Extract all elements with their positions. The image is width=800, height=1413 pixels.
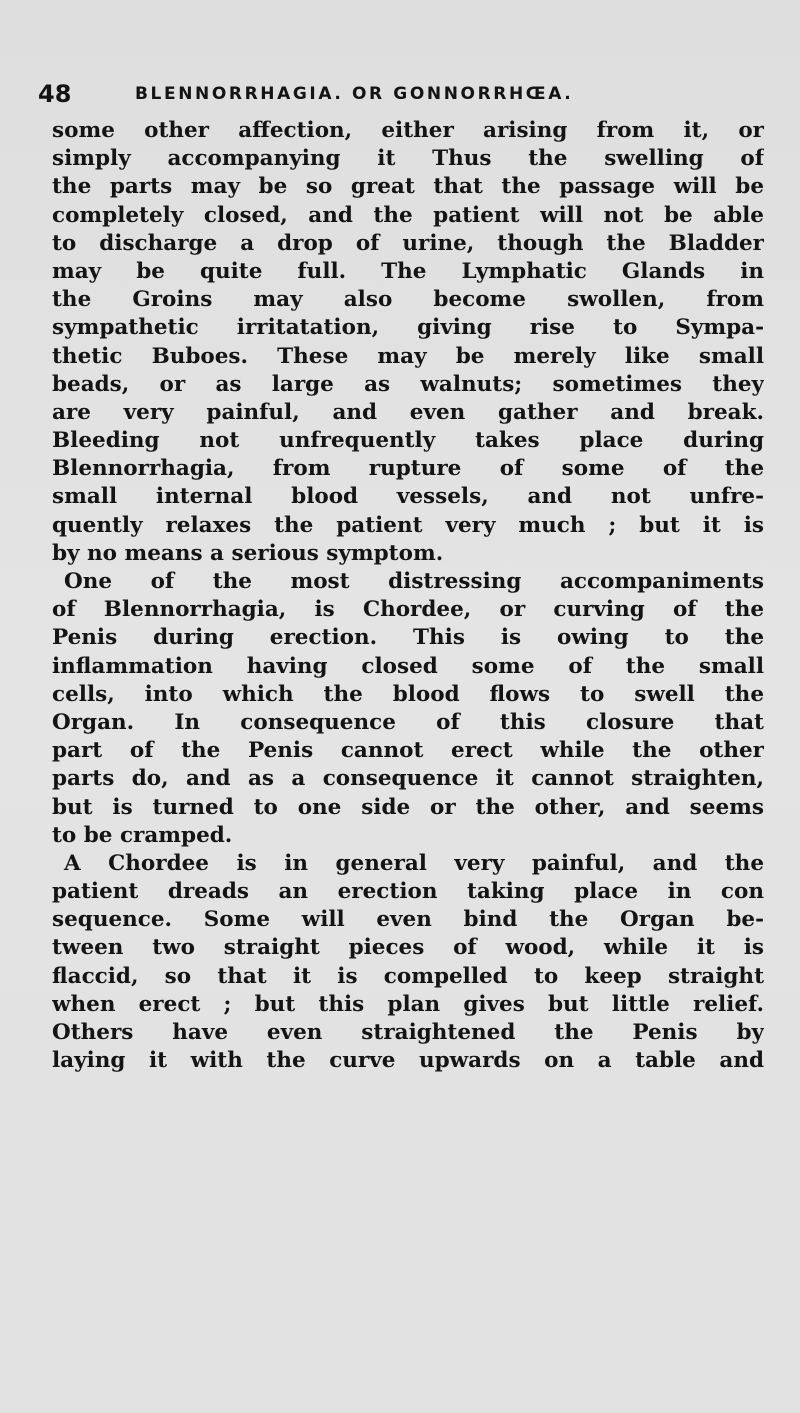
text-line: cells, into which the blood flows to swell the bbox=[52, 681, 764, 707]
text-line: Others have even straightened the Penis by bbox=[52, 1020, 764, 1045]
text-line: Organ. In consequence of this closure that bbox=[52, 709, 764, 735]
text-line: inflammation having closed some of the small bbox=[52, 653, 764, 679]
text-line: to discharge a drop of urine, though the Bladder bbox=[52, 230, 764, 256]
text-line: part of the Penis cannot erect while the other bbox=[52, 738, 764, 764]
running-head: BLENNORRHAGIA. OR GONNORRHŒA. bbox=[135, 84, 574, 104]
text-line: but is turned to one side or the other, and seems bbox=[52, 794, 764, 820]
text-line: quently relaxes the patient very much ; but it is bbox=[52, 512, 764, 538]
text-line: Blennorrhagia, from rupture of some of the bbox=[52, 456, 764, 482]
text-line: to be cramped. bbox=[52, 822, 233, 848]
text-line: Penis during erection. This is owing to the bbox=[52, 625, 764, 651]
text-line: may be quite full. The Lymphatic Glands in bbox=[52, 258, 764, 284]
text-line: small internal blood vessels, and not unfre- bbox=[52, 484, 764, 510]
text-line: Bleeding not unfrequently takes place during bbox=[52, 428, 764, 454]
text-line: tween two straight pieces of wood, while it is bbox=[52, 935, 764, 961]
text-line: when erect ; but this plan gives but little relief. bbox=[52, 991, 764, 1017]
text-line: patient dreads an erection taking place in con bbox=[52, 879, 764, 905]
text-line: A Chordee is in general very painful, and the bbox=[64, 850, 764, 876]
text-line: parts do, and as a consequence it cannot straighten, bbox=[52, 766, 764, 792]
page-header bbox=[38, 80, 758, 110]
text-line: flaccid, so that it is compelled to keep straight bbox=[52, 963, 764, 989]
text-line: thetic Buboes. These may be merely like small bbox=[52, 343, 764, 369]
text-line: the parts may be so great that the passage will be bbox=[52, 174, 764, 200]
text-line: One of the most distressing accompaniments bbox=[64, 569, 764, 594]
text-line: beads, or as large as walnuts; sometimes they bbox=[52, 371, 764, 397]
text-line: some other affection, either arising from it, or bbox=[52, 118, 764, 143]
body-text bbox=[52, 117, 764, 1075]
text-line: sympathetic irritatation, giving rise to Sympa- bbox=[52, 315, 764, 341]
text-line: laying it with the curve upwards on a table and bbox=[52, 1048, 764, 1074]
text-line: by no means a serious symptom. bbox=[52, 540, 444, 566]
text-line: the Groins may also become swollen, from bbox=[52, 287, 764, 313]
text-line: completely closed, and the patient will not be able bbox=[52, 202, 764, 228]
text-line: simply accompanying it Thus the swelling of bbox=[52, 146, 764, 172]
text-line: are very painful, and even gather and break. bbox=[52, 399, 764, 425]
text-line: of Blennorrhagia, is Chordee, or curving of the bbox=[52, 597, 764, 623]
page-number: 48 bbox=[38, 80, 72, 108]
text-line: sequence. Some will even bind the Organ be- bbox=[52, 907, 764, 933]
